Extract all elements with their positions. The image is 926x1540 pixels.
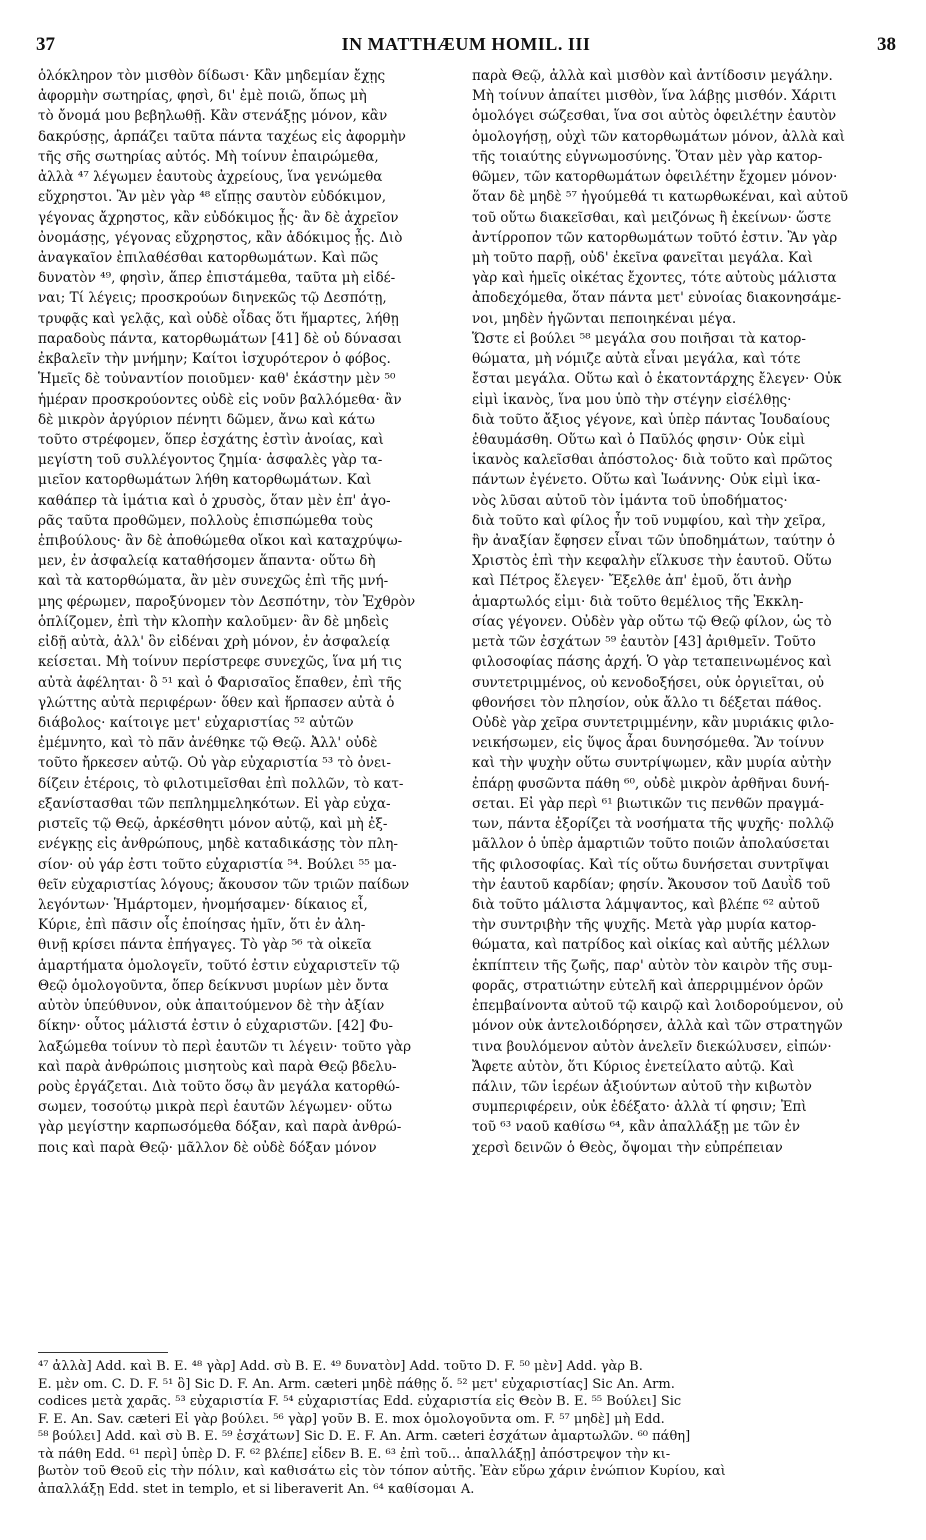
text-line: [472, 147, 900, 167]
text-line-text: παραδοὺς πάντα, κατορθωμάτων [41] δὲ οὐ δύνασαι: [38, 330, 402, 347]
text-line-text: αὐτὰ ἀφέληται· ὃ ⁵¹ καὶ ὁ Φαρισαῖος ἔπαθεν, ἐπὶ τῆς: [38, 674, 402, 691]
text-line: [472, 632, 900, 652]
text-line: [472, 612, 900, 632]
text-line: [38, 915, 466, 935]
text-line-text: μεν, ἐν ἀσφαλείᾳ καταθήσομεν ἅπαντα· οὕτω δὴ: [38, 553, 376, 570]
text-line: [472, 66, 900, 86]
text-line-text: σωμεν, τοσούτῳ μικρὰ περὶ ἑαυτῶν λέγωμεν· οὕτω: [38, 1099, 392, 1116]
text-line-text: εἰδῇ αὐτὰ, ἀλλ' ὃν εἰδέναι χρὴ μόνον, ἐν ἀσφαλείᾳ: [38, 634, 391, 651]
text-line: [472, 531, 900, 551]
text-line: [38, 268, 466, 288]
text-line-text: ὀνομάσῃς, γέγονας εὔχρηστος, κἂν ἀδόκιμος ᾖς. Διὸ: [38, 229, 403, 246]
text-line: [38, 875, 466, 895]
text-line-text: τινα βουλόμενον αὐτὸν ἀνελεῖν διεκώλυσεν, εἰπών·: [472, 1038, 832, 1055]
text-line-text: ἀναγκαῖον ἐπιλαθέσθαι κατορθωμάτων. Καὶ πῶς: [38, 249, 379, 266]
text-line: [38, 1037, 466, 1057]
text-line: [472, 430, 900, 450]
text-line: [472, 349, 900, 369]
text-line-text: ὁμολογήσῃ, οὐχὶ τῶν κατορθωμάτων μόνον, ἀλλὰ καὶ: [472, 128, 845, 145]
text-line-text: Ὥστε εἰ βούλει ⁵⁸ μεγάλα σου ποιῆσαι τὰ κατορ-: [472, 330, 806, 347]
text-line-text: μιεῖον κατορθωμάτων λήθη κατορθωμάτων. Καὶ: [38, 472, 372, 489]
text-line: [472, 1057, 900, 1077]
text-line-text: δίζειν ἑτέροις, τὸ φιλοτιμεῖσθαι ἐπὶ πολλῶν, τὸ κατ-: [38, 775, 404, 792]
text-line-text: σεται. Εἰ γὰρ περὶ ⁶¹ βιωτικῶν τις πενθῶν πραγμά-: [472, 795, 825, 812]
text-line: [472, 673, 900, 693]
text-line-text: μὴ τοῦτο παρῇ, οὐδ' ἐκεῖνα φανεῖται μεγάλα. Καὶ: [472, 249, 813, 266]
text-line-text: ὁπλίζομεν, ἐπὶ τὴν κλοπὴν καλοῦμεν· ἂν δὲ μηδεὶς: [38, 613, 389, 630]
right-page-number: 38: [877, 34, 896, 55]
footnotes: [38, 1358, 898, 1498]
left-column: [38, 66, 466, 1158]
text-line: [38, 430, 466, 450]
text-line-text: λεγόντων· Ἡμάρτομεν, ἠνομήσαμεν· δίκαιος εἶ,: [38, 896, 368, 913]
footnote-line: [38, 1376, 898, 1394]
footnote-line: [38, 1428, 898, 1446]
text-line-text: διὰ τοῦτο καὶ φίλος ἦν τοῦ νυμφίου, καὶ τὴν χεῖρα,: [472, 512, 826, 529]
text-line: [38, 491, 466, 511]
text-line: [472, 167, 900, 187]
text-line: [38, 1117, 466, 1137]
footnote-line: [38, 1481, 898, 1499]
text-line: [472, 491, 900, 511]
text-line-text: Οὐδὲ γὰρ χεῖρα συντετριμμένην, κἂν μυριάκις φιλο-: [472, 715, 835, 731]
right-column: [472, 66, 900, 1158]
text-line-text: συμπεριφέρειν, οὐκ ἐδέξατο· ἀλλὰ τί φησιν; Ἐπὶ: [472, 1099, 807, 1116]
footnote-line-text: βωτὸν τοῦ Θεοῦ εἰς τὴν πόλιν, καὶ καθισάτω εἰς τὸν τόπον αὐτῆς. Ἐὰν εὕρω χάριν ἐνώπιον Κυρίου, καὶ: [38, 1464, 726, 1479]
text-line: [472, 956, 900, 976]
text-line-text: Θεῷ ὁμολογοῦντα, ὅπερ δείκνυσι μυρίων μὲν ὄντα: [38, 977, 389, 994]
text-line: [38, 470, 466, 490]
text-line-text: μεγίστη τοῦ συλλέγοντος ζημία· ἀσφαλὲς γὰρ τα-: [38, 452, 383, 469]
text-line-text: τὴν ἑαυτοῦ καρδίαν; φησίν. Ἄκουσον τοῦ Δαυῒδ τοῦ: [472, 876, 831, 893]
text-line: [472, 895, 900, 915]
text-line-text: πάλιν, τῶν ἱερέων ἀξιούντων αὐτοῦ τὴν κιβωτὸν: [472, 1078, 812, 1095]
text-line: [472, 187, 900, 207]
text-line-text: ἁμαρτωλός εἰμι· διὰ τοῦτο θεμέλιος τῆς Ἐκκλη-: [472, 593, 804, 610]
text-line-text: τρυφᾷς καὶ γελᾷς, καὶ οὐδὲ οἶδας ὅτι ἥμαρτες, λήθῃ: [38, 310, 399, 327]
text-line-text: ἀφορμὴν σωτηρίας, φησὶ, δι' ἐμὲ ποιῶ, ὅπως μὴ: [38, 88, 367, 105]
text-line: [472, 794, 900, 814]
text-line-text: γὰρ μεγίστην καρπωσόμεθα δόξαν, καὶ παρὰ ἀνθρώ-: [38, 1119, 402, 1136]
text-line-text: θῶμεν, τῶν κατορθωμάτων ὀφειλέτην ἔχομεν μόνον·: [472, 169, 838, 186]
text-line-text: πάντων ἐγένετο. Οὕτω καὶ Ἰωάννης· Οὐκ εἰμὶ ἱκα-: [472, 472, 821, 489]
text-line: [472, 369, 900, 389]
text-line: [472, 996, 900, 1016]
text-line: [38, 1057, 466, 1077]
text-line: [472, 733, 900, 753]
text-line: [472, 410, 900, 430]
text-line: [38, 349, 466, 369]
text-line: [472, 693, 900, 713]
text-line: [472, 1138, 900, 1158]
text-line: [38, 410, 466, 430]
text-line: [38, 208, 466, 228]
text-line-text: λαξώμεθα τοίνυν τὸ περὶ ἑαυτῶν τι λέγειν· τοῦτο γὰρ: [38, 1038, 412, 1055]
footnote-line: [38, 1463, 898, 1481]
text-line: [472, 774, 900, 794]
text-line: [472, 935, 900, 955]
text-line-text: τοῦτο στρέφομεν, ὅπερ ἐσχάτης ἐστὶν ἀνοίας, καὶ: [38, 431, 384, 448]
footnote-line-text: ἀπαλλάξῃ Edd. stet in templo, et si liberaverit An. ⁶⁴ καθίσομαι A.: [38, 1481, 475, 1497]
text-line: [38, 834, 466, 854]
text-line: [38, 106, 466, 126]
text-line: [38, 713, 466, 733]
text-line: [38, 996, 466, 1016]
text-line: [472, 511, 900, 531]
text-line-text: ἀντίρροπον τῶν κατορθωμάτων τοῦτό ἐστιν. Ἂν γὰρ: [472, 229, 838, 246]
text-line: [472, 450, 900, 470]
text-line: [38, 147, 466, 167]
text-line: [472, 915, 900, 935]
text-line-text: σίας γέγονεν. Οὐδὲν γὰρ οὕτω τῷ Θεῷ φίλον, ὡς τὸ: [472, 613, 832, 630]
text-line: [38, 309, 466, 329]
text-line-text: συντετριμμένος, οὐ κενοδοξήσει, οὐκ ὀργιεῖται, οὐ: [472, 674, 825, 691]
text-line-text: καὶ τὰ κατορθώματα, ἂν μὲν συνεχῶς ἐπὶ τῆς μνή-: [38, 573, 389, 590]
text-line: [38, 673, 466, 693]
text-line-text: ἱκανὸς καλεῖσθαι ἀπόστολος· διὰ τοῦτο καὶ πρῶτος: [472, 452, 833, 469]
text-line-text: παρὰ Θεῷ, ἀλλὰ καὶ μισθὸν καὶ ἀντίδοσιν μεγάλην.: [472, 68, 833, 84]
footnote-line: [38, 1358, 898, 1376]
text-line: [472, 390, 900, 410]
text-line-text: εξανίστασθαι τῶν πεπλημμεληκότων. Εἰ γὰρ εὐχα-: [38, 795, 391, 812]
text-line-text: ροὺς ἐργάζεται. Διὰ τοῦτο ὅσῳ ἂν μεγάλα κατορθώ-: [38, 1078, 400, 1095]
text-line-text: τῆς φιλοσοφίας. Καὶ τίς οὕτω δυνήσεται συντρῖψαι: [472, 856, 830, 873]
text-line-text: δὲ μικρὸν ἀργύριον πένητι δῶμεν, ἄνω καὶ κάτω: [38, 411, 375, 428]
text-line-text: ἐπεμβαίνοντα αὐτοῦ τῷ καιρῷ καὶ λοιδορούμενον, οὐ: [472, 998, 844, 1015]
text-line: [38, 571, 466, 591]
text-line-text: ἐκπίπτειν τῆς ζωῆς, παρ' αὐτὸν τὸν καιρὸν τῆς συμ-: [472, 957, 833, 974]
text-line-text: νοι, μηδὲν ἡγῶνται πεποιηκέναι μέγα.: [472, 310, 737, 327]
text-line-text: μόνον οὐκ ἀντελοιδόρησεν, ἀλλὰ καὶ τῶν στρατηγῶν: [472, 1018, 843, 1035]
text-line-text: τοῦτο ἤρκεσεν αὐτῷ. Οὐ γὰρ εὐχαριστία ⁵³ τὸ ὀνει-: [38, 755, 391, 772]
text-line: [38, 632, 466, 652]
text-line-text: ναι; Τί λέγεις; προσκρούων διηνεκῶς τῷ Δεσπότῃ,: [38, 290, 387, 307]
text-line: [38, 592, 466, 612]
text-line-text: ἣν ἀναξίαν ἔφησεν εἶναι τῶν ὑποδημάτων, ταύτην ὁ: [472, 533, 836, 550]
text-line: [472, 551, 900, 571]
text-line: [38, 511, 466, 531]
text-line-text: θώματα, καὶ πατρίδος καὶ οἰκίας καὶ αὐτῆς μέλλων: [472, 937, 830, 954]
text-line: [38, 127, 466, 147]
text-line: [472, 976, 900, 996]
text-line: [472, 1077, 900, 1097]
text-line: [38, 248, 466, 268]
text-line: [38, 956, 466, 976]
text-line: [38, 693, 466, 713]
text-line: [472, 834, 900, 854]
text-line-text: τοῦ οὕτω διακεῖσθαι, καὶ μειζόνως ἢ ἐκείνων· ὥστε: [472, 209, 832, 226]
text-line: [38, 895, 466, 915]
text-line-text: γέγονας ἄχρηστος, κἂν εὐδόκιμος ᾖς· ἂν δὲ ἀχρεῖον: [38, 209, 399, 226]
text-line-text: διὰ τοῦτο ἄξιος γέγονε, καὶ ὑπὲρ πάντας Ἰουδαίους: [472, 411, 830, 428]
text-line-text: μᾶλλον ὁ ὑπὲρ ἁμαρτιῶν τοῦτο ποιῶν ἀπολαύσεται: [472, 836, 830, 853]
footnote-line: [38, 1393, 898, 1411]
footnote-line-text: codices μετὰ χαρᾶς. ⁵³ εὐχαριστία F. ⁵⁴ εὐχαριστίας Edd. εὐχαριστία εἰς Θεὸν B. E. ⁵⁵ Βούλει] Sic: [38, 1394, 682, 1409]
text-line-text: τῆς σῆς σωτηρίας αὐτός. Μὴ τοίνυν ἐπαιρώμεθα,: [38, 148, 379, 165]
footnote-line-text: ⁵⁸ βούλει] Add. καὶ σὺ B. E. ⁵⁹ ἐσχάτων] Sic D. E. F. An. Arm. cæteri ἐσχάτων ἁμαρτωλῶν. ⁶⁰ πάθη]: [38, 1429, 691, 1444]
text-line-text: φορᾶς, στρατιώτην εὐτελῆ καὶ ἀπερριμμένον ὁρῶν: [472, 977, 824, 994]
text-line: [38, 612, 466, 632]
text-line-text: ἔσται μεγάλα. Οὕτω καὶ ὁ ἑκατοντάρχης ἔλεγεν· Οὐκ: [472, 371, 842, 388]
text-line-text: καθάπερ τὰ ἱμάτια καὶ ὁ χρυσὸς, ὅταν μὲν ἐπ' ἀγο-: [38, 492, 391, 509]
text-line-text: τοῦ ⁶³ ναοῦ καθίσω ⁶⁴, κἂν ἀπαλλάξῃ με τῶν ἐν: [472, 1119, 801, 1136]
text-line: [38, 814, 466, 834]
text-line: [472, 652, 900, 672]
text-line-text: φιλοσοφίας πάσης ἀρχή. Ὁ γὰρ τεταπεινωμένος καὶ: [472, 654, 832, 671]
text-line-text: των, πάντα ἐξορίζει τὰ νοσήματα τῆς ψυχῆς· πολλῷ: [472, 816, 834, 833]
text-line: [38, 228, 466, 248]
text-line-text: μετὰ τῶν ἐσχάτων ⁵⁹ ἑαυτὸν [43] ἀριθμεῖν. Τοῦτο: [472, 634, 816, 651]
text-line: [472, 1016, 900, 1036]
text-line: [472, 106, 900, 126]
text-line-text: νεικήσωμεν, εἰς ὕψος ἆραι δυνησόμεθα. Ἂν τοίνυν: [472, 735, 825, 752]
text-line-text: ρᾶς ταῦτα προθῶμεν, πολλοὺς ἐπισπώμεθα τοὺς: [38, 512, 373, 529]
text-line: [472, 592, 900, 612]
text-line-text: ἐκβαλεῖν τὴν μνήμην; Καίτοι ἰσχυρότερον ὁ φόβος.: [38, 351, 391, 368]
text-line-text: δακρύσῃς, ἁρπάζει ταῦτα πάντα ταχέως εἰς ἀφορμὴν: [38, 128, 406, 145]
footnote-line-text: F. E. An. Sav. cæteri Εἰ γὰρ βούλει. ⁵⁶ γὰρ] γοῦν B. E. mox ὁμολογοῦντα om. F. ⁵⁷ μηδὲ] μὴ Edd.: [38, 1411, 665, 1427]
text-line-text: ὅταν δὲ μηδὲ ⁵⁷ ἡγούμεθά τι κατωρθωκέναι, καὶ αὐτοῦ: [472, 189, 848, 206]
footnote-line: [38, 1411, 898, 1429]
text-line: [472, 571, 900, 591]
text-line: [38, 450, 466, 470]
text-line: [472, 228, 900, 248]
text-line-text: Χριστὸς ἐπὶ τὴν κεφαλὴν εἵλκυσε τὴν ἑαυτοῦ. Οὕτω: [472, 553, 832, 570]
text-line-text: Μὴ τοίνυν ἀπαίτει μισθὸν, ἵνα λάβῃς μισθόν. Χάριτι: [472, 88, 837, 105]
text-line: [38, 733, 466, 753]
text-line: [472, 288, 900, 308]
footnote-line-text: τὰ πάθη Edd. ⁶¹ περὶ] ὑπὲρ D. F. ⁶² βλέπε] εἶδεν B. E. ⁶³ ἐπὶ τοῦ... ἀπαλλάξῃ] ἀπόστρεψον τὴν κι-: [38, 1446, 671, 1462]
text-line-text: εὔχρηστοι. Ἂν μὲν γὰρ ⁴⁸ εἴπῃς σαυτὸν εὐδόκιμον,: [38, 189, 387, 206]
text-line-text: θώματα, μὴ νόμιζε αὐτὰ εἶναι μεγάλα, καὶ τότε: [472, 351, 801, 368]
footnote-line: [38, 1446, 898, 1464]
text-line-text: ἁμαρτήματα ὁμολογεῖν, τοῦτό ἐστιν εὐχαριστεῖν τῷ: [38, 957, 400, 974]
text-line: [38, 66, 466, 86]
text-line: [38, 187, 466, 207]
text-line: [38, 794, 466, 814]
text-line-text: καὶ παρὰ ἀνθρώποις μισητοὺς καὶ παρὰ Θεῷ βδελυ-: [38, 1058, 397, 1075]
text-line-text: δίκην· οὗτος μάλιστά ἐστιν ὁ εὐχαριστῶν. [42] Φυ-: [38, 1018, 393, 1035]
text-line-text: θεῖν εὐχαριστίας λόγους; ἄκουσον τῶν τριῶν παίδων: [38, 876, 410, 893]
text-line: [472, 268, 900, 288]
text-line-text: ἐθαυμάσθη. Οὕτω καὶ ὁ Παῦλός φησιν· Οὐκ εἰμὶ: [472, 431, 806, 448]
text-line-text: ἀποδεχόμεθα, ὅταν πάντα μετ' εὐνοίας διακονησάμε-: [472, 290, 842, 307]
footnote-line-text: E. μὲν om. C. D. F. ⁵¹ ὃ] Sic D. F. An. Arm. cæteri μηδὲ πάθῃς ὅ. ⁵² μετ' εὐχαριστίας] Sic An. Arm.: [38, 1376, 675, 1392]
text-line: [472, 875, 900, 895]
text-line: [472, 814, 900, 834]
text-line-text: ἐμέμνητο, καὶ τὸ πᾶν ἀνέθηκε τῷ Θεῷ. Ἀλλ' οὐδὲ: [38, 735, 378, 752]
text-line-text: ὁλόκληρον τὸν μισθὸν δίδωσι· Κἂν μηδεμίαν ἔχῃς: [38, 68, 386, 84]
text-line-text: δυνατὸν ⁴⁹, φησὶν, ἅπερ ἐπιστάμεθα, ταῦτα μὴ εἰδέ-: [38, 270, 396, 287]
text-line-text: Ἡμεῖς δὲ τοὐναντίον ποιοῦμεν· καθ' ἑκάστην μὲν ⁵⁰: [38, 371, 396, 388]
text-line-text: νὸς λῦσαι αὐτοῦ τὸν ἱμάντα τοῦ ὑποδήματος·: [472, 492, 788, 509]
text-line: [38, 390, 466, 410]
running-title: IN MATTHÆUM HOMIL. III: [341, 34, 591, 54]
footnote-divider: [38, 1352, 168, 1353]
text-line-text: Ἄφετε αὐτὸν, ὅτι Κύριος ἐνετείλατο αὐτῷ. Καὶ: [472, 1058, 795, 1075]
text-line-text: τὸ ὄνομά μου βεβηλωθῇ. Κἂν στενάξῃς μόνον, κἂν: [38, 108, 388, 125]
text-line: [38, 369, 466, 389]
text-line: [38, 167, 466, 187]
text-line: [472, 127, 900, 147]
text-line-text: Κύριε, ἐπὶ πᾶσιν οἷς ἐποίησας ἡμῖν, ὅτι ἐν ἀλη-: [38, 917, 366, 934]
footnote-line-text: ⁴⁷ ἀλλὰ] Add. καὶ B. E. ⁴⁸ γὰρ] Add. σὺ B. E. ⁴⁹ δυνατὸν] Add. τοῦτο D. F. ⁵⁰ μὲν] Add. γὰρ B.: [38, 1359, 643, 1374]
text-line: [472, 1037, 900, 1057]
text-line-text: ἡμέραν προσκρούοντες οὐδὲ εἰς νοῦν βαλλόμεθα· ἂν: [38, 391, 402, 408]
text-line-text: ἐπάρῃ φυσῶντα πάθη ⁶⁰, οὐδὲ μικρὸν ἀρθῆναι δυνή-: [472, 775, 830, 792]
text-line: [38, 935, 466, 955]
text-line: [472, 470, 900, 490]
text-line-text: ποις καὶ παρὰ Θεῷ· μᾶλλον δὲ οὐδὲ δόξαν μόνον: [38, 1139, 377, 1156]
text-line-text: τῆς τοιαύτης εὐγνωμοσύνης. Ὅταν μὲν γὰρ κατορ-: [472, 148, 823, 165]
text-line: [472, 329, 900, 349]
text-line: [38, 1097, 466, 1117]
text-line-text: μης φέρωμεν, παροξύνομεν τὸν Δεσπότην, τὸν Ἐχθρὸν: [38, 593, 416, 610]
running-header: [36, 34, 896, 58]
text-line: [472, 309, 900, 329]
text-line: [38, 531, 466, 551]
text-line: [38, 652, 466, 672]
text-line: [38, 753, 466, 773]
text-line: [38, 551, 466, 571]
text-line-text: χερσὶ δεινῶν ὁ Θεὸς, ὄψομαι τὴν εὐπρέπειαν: [472, 1139, 783, 1156]
text-line-text: καὶ Πέτρος ἔλεγεν· Ἔξελθε ἀπ' ἐμοῦ, ὅτι ἀνὴρ: [472, 573, 792, 590]
text-line-text: ριστεῖς τῷ Θεῷ, ἀρκέσθητι μόνον αὐτῷ, καὶ μὴ ἐξ-: [38, 816, 388, 833]
text-line-text: κείσεται. Μὴ τοίνυν περίστρεφε συνεχῶς, ἵνα μή τις: [38, 654, 402, 671]
text-line: [38, 976, 466, 996]
text-line: [472, 208, 900, 228]
text-line: [38, 855, 466, 875]
text-line-text: καὶ τὴν ψυχὴν οὕτω συντρίψωμεν, κἂν μυρία αὐτὴν: [472, 755, 832, 772]
text-line: [472, 86, 900, 106]
text-line-text: ἀλλὰ ⁴⁷ λέγωμεν ἑαυτοὺς ἀχρείους, ἵνα γενώμεθα: [38, 169, 383, 186]
text-line: [472, 713, 900, 733]
text-line-text: γὰρ καὶ ἡμεῖς οἰκέτας ἔχοντες, τότε αὐτοὺς μάλιστα: [472, 270, 837, 287]
text-line-text: αὐτὸν ὑπεύθυνον, οὐκ ἀπαιτούμενον δὲ τὴν ἀξίαν: [38, 998, 385, 1015]
text-line: [38, 1138, 466, 1158]
text-line: [38, 774, 466, 794]
text-line-text: διάβολος· καίτοιγε μετ' εὐχαριστίας ⁵² αὐτῶν: [38, 715, 354, 731]
text-line: [472, 753, 900, 773]
text-line: [472, 1117, 900, 1137]
text-line-text: φθονήσει τὸν πλησίον, οὐκ ἄλλο τι δέξεται πάθος.: [472, 694, 822, 711]
text-line: [38, 1077, 466, 1097]
text-line-text: εἰμὶ ἱκανὸς, ἵνα μου ὑπὸ τὴν στέγην εἰσέλθῃς·: [472, 391, 792, 408]
text-line: [472, 1097, 900, 1117]
text-line: [38, 288, 466, 308]
text-line-text: γλώττης αὐτὰ περιφέρων· ὅθεν καὶ ἥρπασεν αὐτὰ ὁ: [38, 694, 395, 711]
text-line-text: θινῇ κρίσει πάντα ἐπήγαγες. Τὸ γὰρ ⁵⁶ τὰ οἰκεῖα: [38, 937, 372, 954]
text-line-text: ενέγκῃς εἰς ἀνθρώπους, μηδὲ καταδικάσῃς τὸν πλη-: [38, 836, 398, 853]
text-line: [38, 1016, 466, 1036]
text-line: [472, 855, 900, 875]
text-line-text: τὴν συντριβὴν τῆς ψυχῆς. Μετὰ γὰρ μυρία κατορ-: [472, 917, 817, 934]
text-line-text: ὁμολόγει σώζεσθαι, ἵνα σοι αὐτὸς ὀφειλέτην ἑαυτὸν: [472, 108, 837, 125]
text-line: [472, 248, 900, 268]
text-line: [38, 329, 466, 349]
text-line-text: σίον· οὐ γάρ ἐστι τοῦτο εὐχαριστία ⁵⁴. Βούλει ⁵⁵ μα-: [38, 856, 397, 873]
left-page-number: 37: [36, 34, 55, 55]
text-line-text: ἐπιβούλους· ἂν δὲ ἀποθώμεθα οἴκοι καὶ καταχρύψω-: [38, 533, 403, 550]
text-line: [38, 86, 466, 106]
text-line-text: διὰ τοῦτο μάλιστα λάμψαντος, καὶ βλέπε ⁶² αὐτοῦ: [472, 896, 820, 913]
